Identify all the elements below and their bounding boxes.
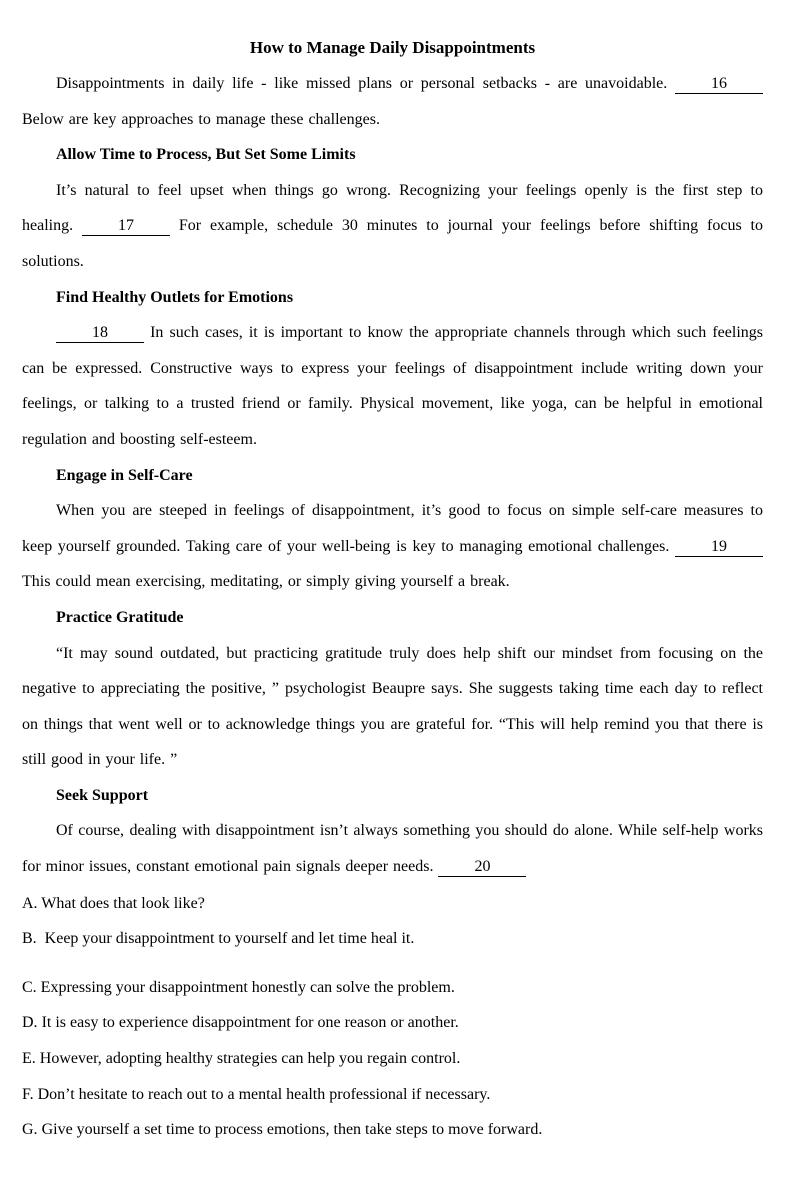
section-heading: Allow Time to Process, But Set Some Limits — [56, 146, 356, 164]
option-label: A. — [22, 894, 38, 912]
option-text: It is easy to experience disappointment for one reason or another. — [41, 1014, 459, 1032]
option-label: G. — [22, 1121, 38, 1139]
option-text: However, adopting healthy strategies can help you regain control. — [39, 1050, 461, 1068]
option-text: Give yourself a set time to process emotions, then take steps to move forward. — [41, 1121, 543, 1139]
paragraph: “It may sound outdated, but practicing gratitude truly does help shift our mindset from focusing on the negative to appreciating the positive, ” psychologist Beaupre says. She suggests taking time each day to reflect on things that went well or to acknowledge things you are grateful for. “This will help remind you that there is still good in your life. ” — [22, 644, 763, 769]
blank-16: 16 — [675, 74, 763, 94]
option-A — [22, 886, 763, 922]
option-label: D. — [22, 1014, 38, 1032]
paragraph: Disappointments in daily life - like missed plans or personal setbacks - are unavoidable. 16 Below are key approaches to manage these challenges. — [22, 66, 763, 137]
option-text: Expressing your disappointment honestly can solve the problem. — [40, 978, 455, 996]
option-text: What does that look like? — [41, 894, 205, 912]
blank-17: 17 — [82, 216, 170, 236]
section-heading: Engage in Self-Care — [56, 466, 193, 484]
option-C — [22, 970, 763, 1006]
option-F — [22, 1077, 763, 1113]
document-title: How to Manage Daily Disappointments — [249, 38, 536, 57]
document-body — [22, 66, 763, 885]
option-label: E. — [22, 1050, 36, 1068]
option-label: C. — [22, 978, 37, 996]
paragraph: It’s natural to feel upset when things go wrong. Recognizing your feelings openly is the first step to healing. 17 For example, schedule 30 minutes to journal your feelings before shifting focus to solutions. — [22, 181, 763, 270]
paragraph: 18 In such cases, it is important to know the appropriate channels through which such feelings can be expressed. Constructive ways to express your feelings of disappointment include writing down your feelings, or talking to a trusted friend or family. Physical movement, like yoga, can be helpful in emotional regulation and boosting self-esteem. — [22, 324, 763, 448]
paragraph: When you are steeped in feelings of disappointment, it’s good to focus on simple self-care measures to keep yourself grounded. Taking care of your well-being is key to managing emotional challenges. 19 This could mean exercising, meditating, or simply giving yourself a break. — [22, 502, 763, 591]
option-E — [22, 1041, 763, 1077]
section-heading: Seek Support — [56, 786, 149, 804]
option-label: B. — [22, 930, 37, 948]
option-G — [22, 1112, 763, 1148]
option-text: Keep your disappointment to yourself and let time heal it. — [44, 930, 415, 948]
paragraph: Of course, dealing with disappointment isn’t always something you should do alone. While self-help works for minor issues, constant emotional pain signals deeper needs. 20 — [22, 822, 763, 876]
option-label: F. — [22, 1085, 34, 1103]
section-heading: Find Healthy Outlets for Emotions — [56, 288, 294, 306]
options-list — [22, 886, 763, 1148]
blank-18: 18 — [56, 323, 144, 343]
blank-20: 20 — [438, 857, 526, 877]
option-D — [22, 1005, 763, 1041]
blank-19: 19 — [675, 537, 763, 557]
option-text: Don’t hesitate to reach out to a mental health professional if necessary. — [37, 1085, 491, 1103]
option-B — [22, 921, 763, 957]
section-heading: Practice Gratitude — [56, 608, 184, 626]
